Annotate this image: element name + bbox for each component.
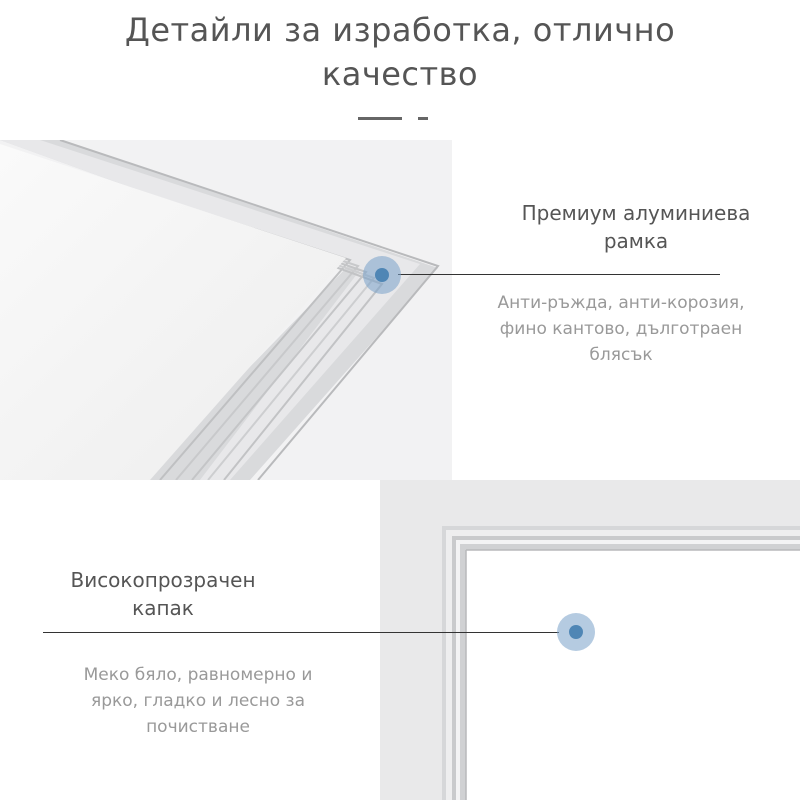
cover-feature-title-line2: капак	[132, 596, 194, 620]
page-title-line2: качество	[321, 55, 479, 93]
frame-feature-description	[451, 290, 791, 368]
frame-corner-photo	[0, 140, 452, 480]
cover-feature-title	[38, 566, 288, 622]
frame-feature-title-line2: рамка	[603, 229, 669, 253]
frame-corner-illustration	[0, 140, 452, 480]
cover-callout-line	[43, 632, 559, 633]
frame-feature-desc-line2: фино кантово, дълготраен	[499, 319, 743, 339]
cover-feature-desc-line2: ярко, гладко и лесно за	[90, 691, 306, 711]
frame-feature-desc-line3: блясък	[589, 345, 653, 365]
frame-feature-title-line1: Премиум алуминиева	[521, 201, 751, 225]
frame-callout-line	[398, 274, 720, 275]
cover-feature-title-line1: Високопрозрачен	[70, 568, 256, 592]
page-title-line1: Детайли за изработка, отлично	[124, 11, 676, 49]
page-title	[0, 8, 800, 96]
cover-callout-dot-center	[569, 625, 583, 639]
frame-callout-dot	[363, 256, 401, 294]
frame-feature-desc-line1: Анти-ръжда, анти-корозия,	[497, 293, 745, 313]
cover-feature-panel	[0, 480, 380, 800]
title-divider-long	[358, 117, 402, 120]
cover-feature-desc-line3: почистване	[146, 717, 250, 737]
frame-feature-title	[466, 199, 800, 255]
cover-feature-description	[18, 662, 378, 740]
title-divider-short	[418, 117, 428, 120]
cover-feature-desc-line1: Меко бяло, равномерно и	[83, 665, 313, 685]
cover-callout-dot	[557, 613, 595, 651]
frame-callout-dot-center	[375, 268, 389, 282]
